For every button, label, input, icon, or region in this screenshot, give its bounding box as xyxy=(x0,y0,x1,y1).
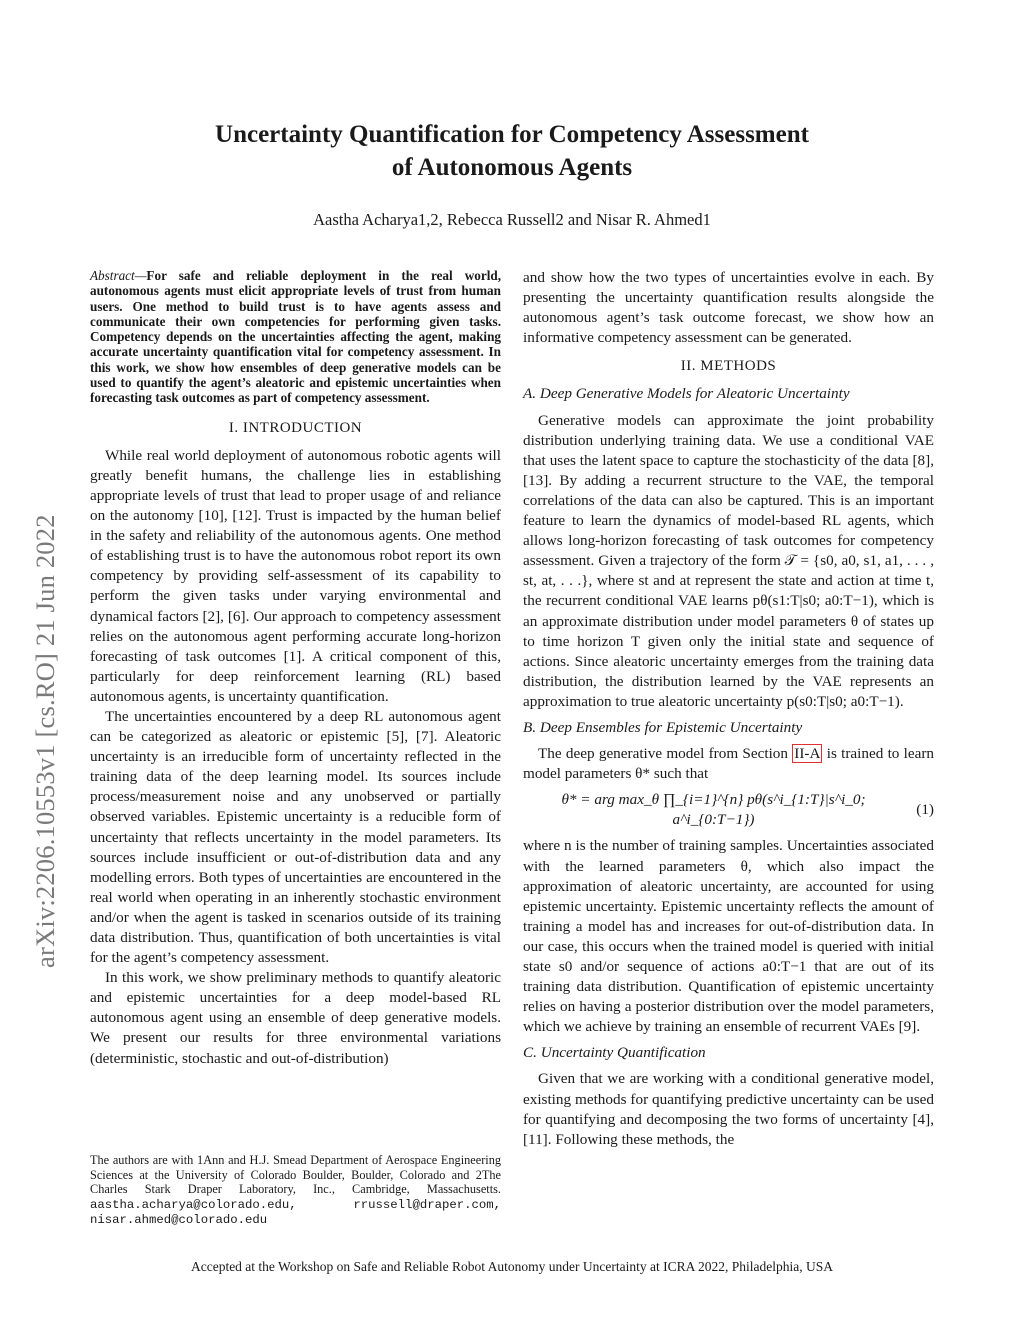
intro-paragraph-2: The uncertainties encountered by a deep RL autonomous agent can be categorized as aleatoric or epistemic [5], [7]. Aleatoric uncertainty is an irreducible form of uncertainty reflected in the training data of the deep learning model. Its sources include process/measurement noise and any unobserved or partially observed variables. Epistemic uncertainty is a reducible form of uncertainty that reflects uncertainty in the model parameters. Its sources include insufficient or out-of-distribution data and any modelling errors. Both types of uncertainties are encountered in the real world when operating in an inherently stochastic environment and/or when the agent is tasked in scenarios outside of its training data distribution. Thus, quantification of both uncertainties is vital for the agent’s competency assessment. xyxy=(90,707,501,967)
page-footer: Accepted at the Workshop on Safe and Reliable Robot Autonomy under Uncertainty at ICRA 2022, Philadelphia, USA xyxy=(190,1259,834,1274)
right-column xyxy=(523,268,934,1150)
abstract-text: For safe and reliable deployment in the real world, autonomous agents must elicit appropriate levels of trust from human users. One method to build trust is to have agents assess and communicate their own competencies for performing given tasks. Competency depends on the uncertainties affecting the agent, making accurate uncertainty quantification vital for competency assessment. In this work, we show how ensembles of deep generative models can be used to quantify the agent’s aleatoric and epistemic uncertainties when forecasting task outcomes as part of competency assessment. xyxy=(90,268,501,406)
equation-number: (1) xyxy=(916,801,934,819)
intro-paragraph-continued: and show how the two types of uncertainties evolve in each. By presenting the uncertainty quantification results alongside the autonomous agent’s task outcome forecast, we show how an informative competency assessment can be generated. xyxy=(523,269,934,347)
intro-paragraph-3: In this work, we show preliminary methods to quantify aleatoric and epistemic uncertainties for a deep model-based RL autonomous agent using an ensemble of deep generative models. We present our results for three environmental variations (deterministic, stochastic and out-of-distribution) xyxy=(90,969,501,1067)
affiliation-footnote xyxy=(90,1153,501,1228)
intro-paragraph-1: While real world deployment of autonomous robotic agents will greatly benefit humans, the challenge lies in establishing appropriate levels of trust that lead to proper usage of and reliance on the autonomy [10], [12]. Trust is impacted by the human belief in the safety and reliability of the autonomous agents. One method of establishing trust is to have the autonomous robot report its own competency by providing self-assessment of its capability to perform the given tasks under varying environmental and dynamical factors [2], [6]. Our approach to competency assessment relies on the autonomous agent performing accurate long-horizon forecasting of task outcomes [1]. A critical component of this, particularly for deep reinforcement learning (RL) based autonomous agents, is uncertainty quantification. xyxy=(90,446,501,705)
left-column xyxy=(90,268,501,1069)
abstract xyxy=(90,268,501,406)
subsection-heading-c: C. Uncertainty Quantification xyxy=(523,1044,706,1062)
footnote-emails: aastha.acharya@colorado.edu, rrussell@draper.com, nisar.ahmed@colorado.edu xyxy=(90,1197,501,1228)
methods-b-paragraph-1 xyxy=(523,744,934,784)
equation-body: θ* = arg max_θ ∏_{i=1}^{n} pθ(s^i_{1:T}|s^i_0; a^i_{0:T−1}) xyxy=(561,791,866,829)
methods-b-text-end: is trained to learn model parameters θ* such that xyxy=(523,745,935,783)
subsection-heading-a: A. Deep Generative Models for Aleatoric Uncertainty xyxy=(523,385,850,403)
title-line-2: of Autonomous Agents xyxy=(391,154,633,181)
equation-1 xyxy=(523,790,934,830)
methods-a-paragraph: Generative models can approximate the joint probability distribution underlying training data. We use a conditional VAE that uses the latent space to capture the stochasticity of the data [8], [13]. By adding a recurrent structure to the VAE, the temporal correlations of the data can also be captured. This is an important feature to learn the dynamics of model-based RL agents, which allows long-horizon forecasting of task outcomes for competency assessment. Given a trajectory of the form 𝒯 = {s0, a0, s1, a1, . . . , st, at, . . .}, where st and at represent the state and action at time t, the recurrent conditional VAE learns pθ(s1:T|s0; a0:T−1), which is an approximate distribution under model parameters θ of states up to time horizon T given only the initial state and sequence of actions. Since aleatoric uncertainty emerges from the training data distribution, the distribution learned by the VAE represents an approximation to true aleatoric uncertainty p(s0:T|s0; a0:T−1). xyxy=(523,411,934,710)
section-reference-link[interactable]: II-A xyxy=(794,745,821,763)
arxiv-identifier: arXiv:2206.10553v1 [cs.RO] 21 Jun 2022 xyxy=(30,514,60,968)
methods-b-text-start: The deep generative model from Section xyxy=(538,745,788,763)
author-list: Aastha Acharya1,2, Rebecca Russell2 and Nisar R. Ahmed1 xyxy=(313,210,711,229)
section-heading-methods: II. METHODS xyxy=(680,358,777,375)
methods-b-paragraph-2: where n is the number of training samples. Uncertainties associated with the learned parameters θ, which also impact the approximation of aleatoric uncertainty, are accounted for using epistemic uncertainty. Epistemic uncertainty reflects the amount of training a model has and increases for out-of-distribution data. In our case, this occurs when the trained model is queried with initial state s0 and/or sequence of actions a0:T−1 that are out of its training data distribution. Quantification of epistemic uncertainty relies on having a posterior distribution over the model parameters, which we achieve by training an ensemble of recurrent VAEs [9]. xyxy=(523,837,934,1036)
section-heading-introduction: I. INTRODUCTION xyxy=(228,419,363,436)
abstract-lead: Abstract— xyxy=(90,268,147,283)
footnote-text: The authors are with 1Ann and H.J. Smead Department of Aerospace Engineering Sciences at the University of Colorado Boulder, Boulder, Colorado and 2The Charles Stark Draper Laboratory, Inc., Cambridge, Massachusetts. xyxy=(90,1153,501,1197)
title-line-1: Uncertainty Quantification for Competency Assessment xyxy=(215,121,809,148)
paper-title xyxy=(100,118,924,184)
methods-c-paragraph: Given that we are working with a conditional generative model, existing methods for quantifying predictive uncertainty can be used for quantifying and decomposing the two forms of uncertainty [4], [11]. Following these methods, the xyxy=(523,1070,934,1148)
subsection-heading-b: B. Deep Ensembles for Epistemic Uncertainty xyxy=(523,718,803,736)
